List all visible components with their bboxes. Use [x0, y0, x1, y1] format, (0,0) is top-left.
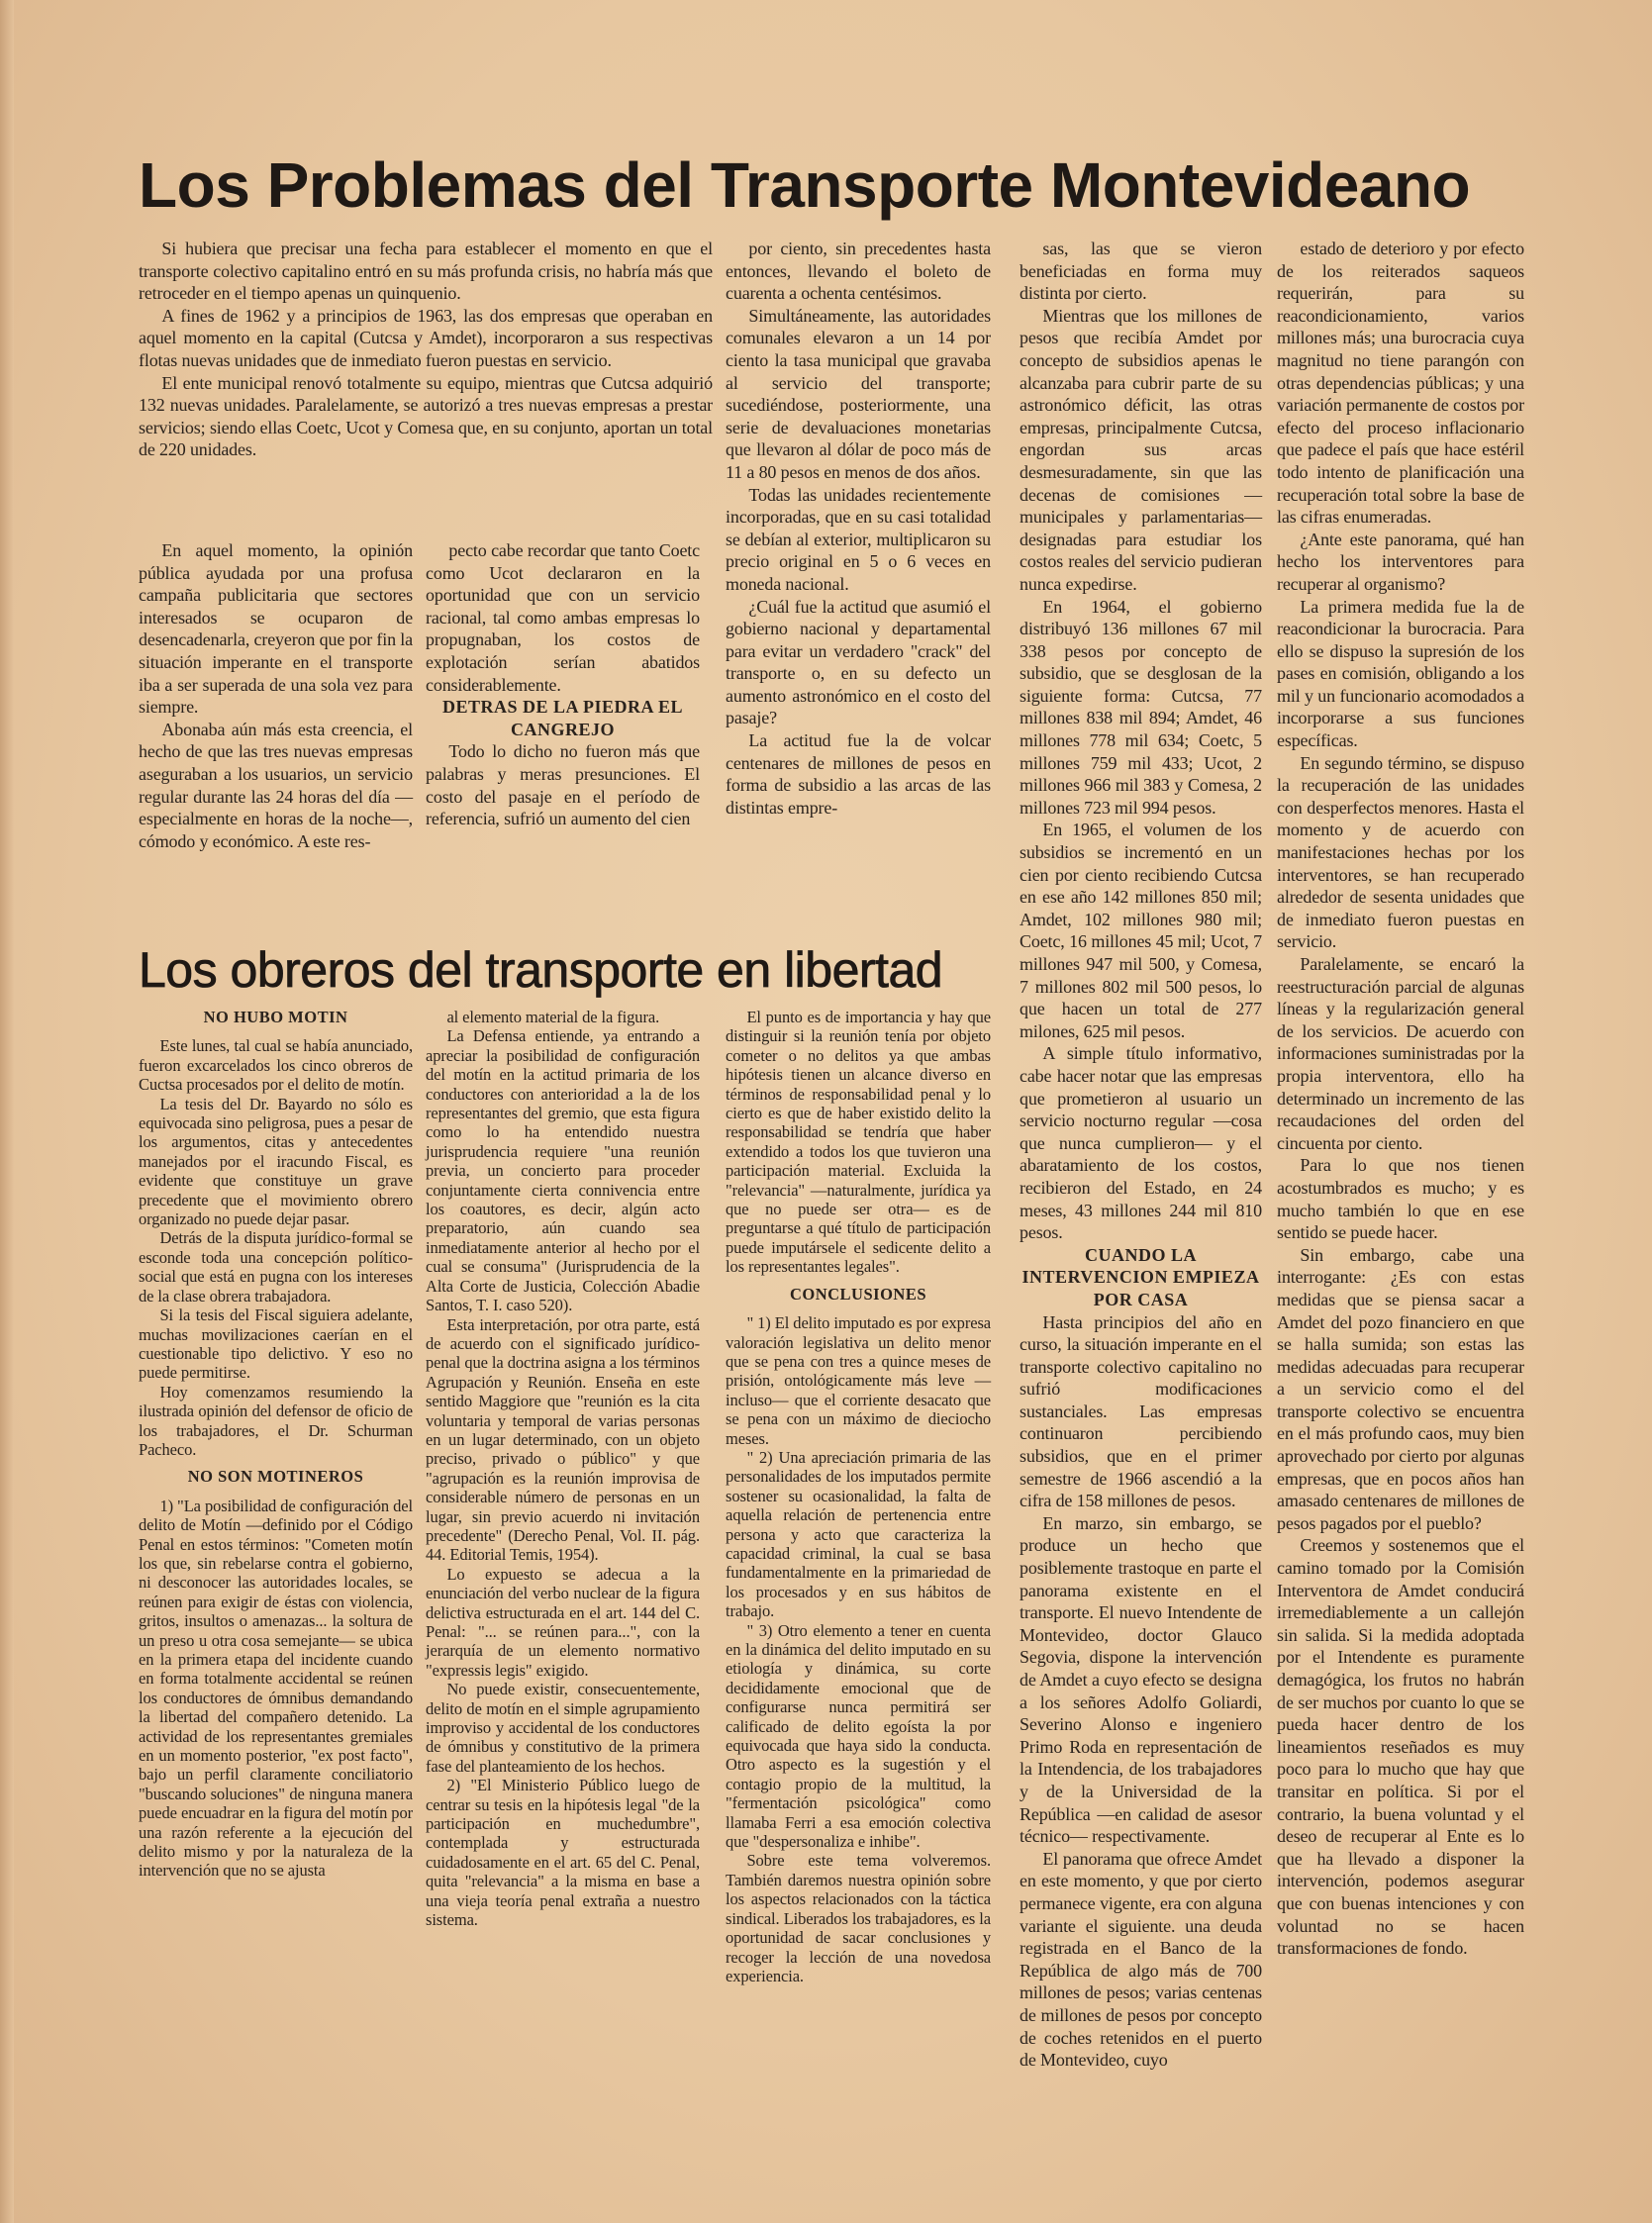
- paragraph: Mientras que los millones de pesos que recibía Amdet por concepto de subsidios apenas le alcanzaba para cubrir parte de su astronómico déficit, las otras empresas, principalmente Cutcsa, engordan sus arcas desmesuradamente, sin que las decenas de comisiones —municipales y parlamentarias— designadas para estudiar los costos reales del servicio pudieran nunca expedirse.: [1020, 305, 1262, 594]
- subhead: CONCLUSIONES: [789, 1284, 927, 1304]
- paragraph: Lo expuesto se adecua a la enunciación del verbo nuclear de la figura delictiva estructurada en el art. 144 del C. Penal: "... se reúnen para...", con la jerarquía de un elemento normativo "expressis legis" exigido.: [426, 1564, 700, 1680]
- article1-col-b: [426, 539, 700, 830]
- paragraph: " 2) Una apreciación primaria de las personalidades de los imputados permite sostener su ocasionalidad, la falta de aquella relación de pertenencia entre persona y acto que caracteriza la capacidad criminal, la cual se basa fundamentalmente en la primariedad de los procesados y en sus hábitos de trabajo.: [726, 1447, 991, 1621]
- paragraph: Esta interpretación, por otra parte, está de acuerdo con el significado jurídico-penal que la doctrina asigna a los términos Agrupación y Reunión. Enseña en este sentido Maggiore que "reunión es la cita voluntaria y temporal de varias personas en un lugar determinado, con un objeto preciso, privado o público" y que "agrupación es la reunión improvisa de considerable número de personas en un lugar, sin previo acuerdo ni invitación precedente" (Derecho Penal, Vol. II. pág. 44. Editorial Temis, 1954).: [426, 1314, 700, 1565]
- paragraph: Todo lo dicho no fueron más que palabras y meras presunciones. El costo del pasaje en el período de referencia, sufrió un aumento del cien: [426, 741, 700, 829]
- paragraph: Abonaba aún más esta creencia, el hecho de que las tres nuevas empresas aseguraban a los usuarios, un servicio regular durante las 24 horas del día —especialmente en horas de la noche—, cómodo y económico. A este res-: [139, 719, 413, 851]
- paragraph: " 3) Otro elemento a tener en cuenta en la dinámica del delito imputado en su etiología y dinámica, su corte decididamente emocional que de configurarse nunca permitirá ser calificado de delito egoísta la por equivocada que haya sido la conducta. Otro aspecto es la sugestión y el contagio propio de la multitud, la "fermentación psicológica" como llamaba Ferri a esa emoción colectiva que "despersonaliza e inhibe".: [726, 1620, 991, 1852]
- paragraph: sas, las que se vieron beneficiadas en forma muy distinta por cierto.: [1020, 239, 1262, 304]
- headline: Los Problemas del Transporte Montevideano: [139, 149, 1471, 221]
- article1-col-e: [1277, 238, 1524, 1960]
- paragraph: ¿Ante este panorama, qué han hecho los interventores para recuperar al organismo?: [1277, 529, 1524, 594]
- paragraph: La tesis del Dr. Bayardo no sólo es equivocada sino peligrosa, pues a pesar de los argumentos, citas y antecedentes manejados por el iracundo Fiscal, es evidente que constituye un grave precedente que el movimiento obrero organizado no puede dejar pasar.: [139, 1094, 413, 1229]
- paragraph: Si hubiera que precisar una fecha para establecer el momento en que el transporte colectivo capitalino entró en su más profunda crisis, no habría más que retroceder en el tiempo apenas un quinquenio.: [139, 239, 713, 304]
- paragraph: La primera medida fue la de reacondicionar la burocracia. Para ello se dispuso la supresión de los pases en comisión, obligando a los mil y un funcionario acomodados a incorporarse a sus funciones específicas.: [1277, 596, 1524, 751]
- article1-col-c: [726, 238, 991, 819]
- paragraph: Detrás de la disputa jurídico-formal se esconde toda una concepción político-social que está en pugna con los intereses de la clase obrera trabajadora.: [139, 1228, 413, 1305]
- paragraph: estado de deterioro y por efecto de los reiterados saqueos requerirán, para su reacondicionamiento, varios millones más; una burocracia cuya magnitud no tiene parangón con otras dependencias públicas; y una variación permanente de costos por efecto del proceso inflacionario que padece el país que hace estéril todo intento de planificación una recuperación total sobre la base de las cifras enumeradas.: [1277, 239, 1524, 528]
- paragraph: La actitud fue la de volcar centenares de millones de pesos en forma de subsidio a las arcas de las distintas empre-: [726, 730, 991, 818]
- paragraph: A fines de 1962 y a principios de 1963, las dos empresas que operaban en aquel momento en la capital (Cutcsa y Amdet), incorporaron a sus respectivas flotas nuevas unidades que de inmediato fueron puestas en servicio.: [139, 305, 713, 370]
- subhead: NO SON MOTINEROS: [187, 1467, 364, 1487]
- paragraph: El panorama que ofrece Amdet en este momento, y que por cierto permanece vigente, era con alguna variante el siguiente. una deuda registrada en el Banco de la República de algo más de 700 millones de pesos; varias centenas de millones de pesos por concepto de coches retenidos en el puerto de Montevideo, cuyo: [1020, 1848, 1262, 2071]
- paragraph: El punto es de importancia y hay que distinguir si la reunión tenía por objeto cometer o no delitos ya que ambas hipótesis tienen un alcance diverso en términos de responsabilidad penal y lo cierto es que de haber existido delito la responsabilidad se tendría que haber extendido a todos los que tuvieron una participación material. Excluida la "relevancia" —naturalmente, jurídica ya que no puede ser otra— es de preguntarse a qué título de participación puede imputársele el sedicente delito a los representantes legales".: [726, 1008, 991, 1277]
- paragraph: En 1964, el gobierno distribuyó 136 millones 67 mil 338 pesos por concepto de subsidio, que se desglosan de la siguiente forma: Cutcsa, 77 millones 838 mil 894; Amdet, 46 millones 778 mil 634; Coetc, 5 millones 759 mil 433; Ucot, 2 millones 966 mil 383 y Comesa, 2 millones 723 mil 994 pesos.: [1020, 596, 1262, 818]
- paragraph: Hasta principios del año en curso, la situación imperante en el transporte colectivo capitalino no sufrió modificaciones sustanciales. Las empresas continuaron percibiendo subsidios, que en el primer semestre de 1966 ascendió a la cifra de 158 millones de pesos.: [1020, 1311, 1262, 1511]
- article1-col-d: [1020, 238, 1262, 2072]
- article2-col-3: [726, 1008, 991, 1985]
- paragraph: El ente municipal renovó totalmente su equipo, mientras que Cutcsa adquirió 132 nuevas unidades. Paralelamente, se autorizó a tres nuevas empresas a prestar servicios; siendo ellas Coetc, Ucot y Comesa que, en su conjunto, aportan un total de 220 unidades.: [139, 372, 713, 460]
- paragraph: 1) "La posibilidad de configuración del delito de Motín —definido por el Código Penal en estos términos: "Cometen motín los que, sin rebelarse contra el gobierno, ni desconocer las autoridades locales, se reúnen para exigir de éstas con violencia, gritos, insultos o amenazas... la soltura de un preso u otra cosa semejante— se ubica en la primera etapa del incidente cuando en forma totalmente accidental se reúnen los conductores de ómnibus demandando la libertad del compañero detenido. La actividad de los representantes gremiales en un momento posterior, "ex post facto", bajo un perfil claramente conciliatorio "buscando soluciones" de ninguna manera puede encuadrar en la figura del motín por una razón referente a la ejecución del delito mismo y por la naturaleza de la intervención que no se ajusta: [139, 1496, 413, 1881]
- paragraph: Creemos y sostenemos que el camino tomado por la Comisión Interventora de Amdet conducirá irremediablemente a un callejón sin salida. Si la medida adoptada por el Intendente es puramente demagógica, los frutos no habrán de ser muchos por cuanto lo que se pueda hacer dentro de los lineamientos reseñados es muy poco para lo mucho que hay que transitar en política. Si por el contrario, la buena voluntad y el deseo de recuperar al Ente es lo que ha llevado a disponer la intervención, podemos asegurar que con buenas intenciones y con voluntad no se hacen transformaciones de fondo.: [1277, 1535, 1524, 1959]
- subhead: NO HUBO MOTIN: [203, 1008, 348, 1026]
- paragraph: Sin embargo, cabe una interrogante: ¿Es con estas medidas que se piensa sacar a Amdet del pozo financiero en que se halla sumida; son estas las medidas adecuadas para recuperar a un servicio como el del transporte colectivo se encuentra en el más profundo caos, muy bien aprovechado por cierto por algunas empresas, que en pocos años han amasado centenares de millones de pesos pagados por el pueblo?: [1277, 1244, 1524, 1533]
- paragraph: Paralelamente, se encaró la reestructuración parcial de algunas líneas y la regularización general de los servicios. De acuerdo con informaciones suministradas por la propia interventora, ello ha determinado un incremento de las recaudaciones del orden del cincuenta por ciento.: [1277, 954, 1524, 1153]
- paragraph: Si la tesis del Fiscal siguiera adelante, muchas movilizaciones caerían en el cuestionable tipo delictivo. Y eso no puede permitirse.: [139, 1305, 413, 1383]
- paragraph: En marzo, sin embargo, se produce un hecho que posiblemente trastoque en parte el panorama existente en el transporte. El nuevo Intendente de Montevideo, doctor Glauco Segovia, dispone la intervención de Amdet a cuyo efecto se designa a los señores Adolfo Goliardi, Severino Alonso e ingeniero Primo Roda en representación de la Intendencia, de los trabajadores y de la Universidad de la República —en calidad de asesor técnico— respectivamente.: [1020, 1512, 1262, 1847]
- paragraph: En 1965, el volumen de los subsidios se incrementó en un cien por ciento recibiendo Cutcsa en ese año 142 millones 850 mil; Amdet, 102 millones 980 mil; Coetc, 16 millones 45 mil; Ucot, 7 millones 947 mil 500, y Comesa, 7 millones 802 mil 500 pesos, lo que hacen un total de 277 milones, 625 mil pesos.: [1020, 820, 1262, 1041]
- paragraph: Sobre este tema volveremos. También daremos nuestra opinión sobre los aspectos relacionados con la táctica sindical. Liberados los trabajadores, es la oportunidad de sacar conclusiones y recoger la lección de una novedosa experiencia.: [726, 1851, 991, 1985]
- subhead: DETRAS DE LA PIEDRA EL CANGREJO: [441, 697, 684, 739]
- article2-col-1: [139, 1008, 413, 1881]
- paragraph: Hoy comenzamos resumiendo la ilustrada opinión del defensor de oficio de los trabajadores, el Dr. Schurman Pacheco.: [139, 1382, 413, 1459]
- paragraph: " 1) El delito imputado es por expresa valoración legislativa un delito menor que se pena con tres a quince meses de prisión, ontológicamente más leve —incluso— que el corriente desacato que se pena con un máximo de dieciocho meses.: [726, 1313, 991, 1448]
- paragraph: Simultáneamente, las autoridades comunales elevaron a un 14 por ciento la tasa municipal que gravaba al servicio del transporte; sucediéndose, posteriormente, una serie de devaluaciones monetarias que llevaron al dólar de poco más de 11 a 80 pesos en menos de dos años.: [726, 305, 991, 482]
- paragraph: No puede existir, consecuentemente, delito de motín en el simple agrupamiento improviso y accidental de los conductores de ómnibus y constitutivo de la primera fase del planteamiento de los hechos.: [426, 1680, 700, 1776]
- paragraph: En aquel momento, la opinión pública ayudada por una profusa campaña publicitaria que sectores interesados se ocuparon de desencadenarla, creyeron que por fin la situación imperante en el transporte iba a ser superada de una sola vez para siempre.: [139, 540, 413, 718]
- article1-intro: [139, 238, 713, 461]
- paragraph: En segundo término, se dispuso la recuperación de las unidades con desperfectos menores. Hasta el momento y de acuerdo con manifestaciones hechas por los interventores, se han recuperado alrededor de sesenta unidades que de inmediato fueron puestas en servicio.: [1277, 752, 1524, 952]
- headline-2: Los obreros del transporte en libertad: [139, 942, 943, 998]
- paragraph: Todas las unidades recientemente incorporadas, que en su casi totalidad se debían al exterior, multiplicaron su precio original en 5 o 6 veces en moneda nacional.: [726, 484, 991, 594]
- paragraph: 2) "El Ministerio Público luego de centrar su tesis en la hipótesis legal "de la participación en muchedumbre", contemplada y estructurada cuidadosamente en el art. 65 del C. Penal, quita "relevancia" a la misma en base a una vieja teoría penal extraña a nuestro sistema.: [426, 1776, 700, 1930]
- paragraph: pecto cabe recordar que tanto Coetc como Ucot declararon en la oportunidad que con un servicio racional, tal como ambas empresas lo propugnaban, los costos de explotación serían abatidos considerablemente.: [426, 540, 700, 695]
- subhead: CUANDO LA INTERVENCION EMPIEZA POR CASA: [1021, 1244, 1260, 1309]
- paragraph: Para lo que nos tienen acostumbrados es mucho; y es mucho también lo que en ese sentido se puede hacer.: [1277, 1155, 1524, 1243]
- paragraph: La Defensa entiende, ya entrando a apreciar la posibilidad de configuración del motín en la actitud primaria de los conductores con anterioridad a la de los representantes del gremio, que esta figura como lo ha entendido nuestra jurisprudencia requiere "una reunión previa, un concierto para proceder conjuntamente cierta connivencia entre los coautores, es decir, algún acto preparatorio, aún cuando sea inmediatamente anterior al hecho por el cual se consuma" (Jurisprudencia de la Alta Corte de Justicia, Colección Abadie Santos, T. I. caso 520).: [426, 1026, 700, 1315]
- page-edge-left: [0, 0, 14, 2223]
- paragraph: ¿Cuál fue la actitud que asumió el gobierno nacional y departamental para evitar un verdadero "crack" del transporte o, en su defecto un aumento astronómico en el costo del pasaje?: [726, 596, 991, 728]
- article1-col-a: [139, 539, 413, 852]
- paragraph: por ciento, sin precedentes hasta entonces, llevando el boleto de cuarenta a ochenta centésimos.: [726, 239, 991, 304]
- paragraph: Este lunes, tal cual se había anunciado, fueron excarcelados los cinco obreros de Cuctsa procesados por el delito de motín.: [139, 1036, 413, 1095]
- paragraph: al elemento material de la figura.: [446, 1008, 660, 1026]
- paragraph: A simple título informativo, cabe hacer notar que las empresas que prometieron al usuario un servicio nocturno regular —cosa que nunca cumplieron— y el abaratamiento de los costos, recibieron del Estado, en 24 meses, 43 millones 244 mil 810 pesos.: [1020, 1043, 1262, 1243]
- article2-col-2: [426, 1008, 700, 1930]
